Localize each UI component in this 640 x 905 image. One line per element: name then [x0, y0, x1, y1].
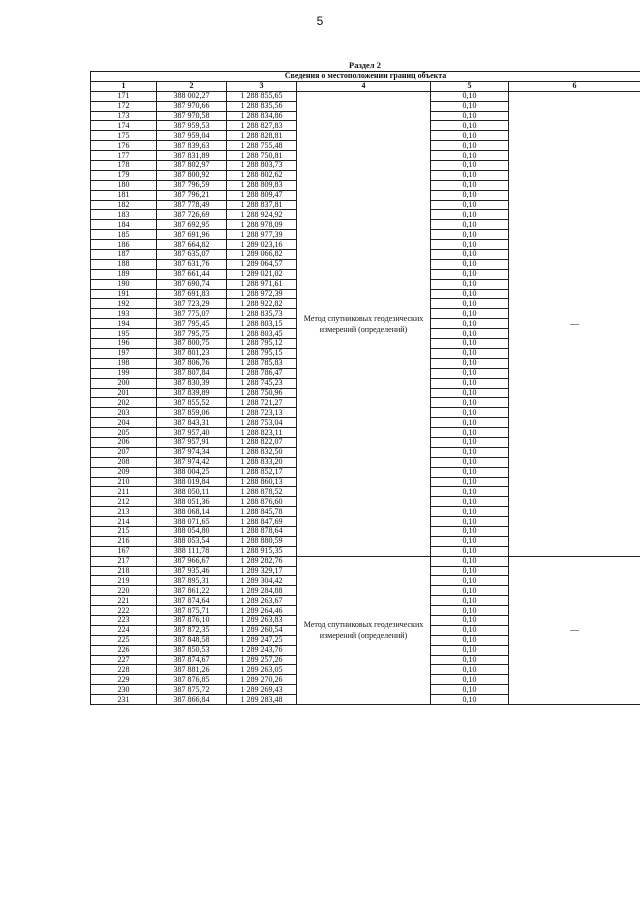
y-coordinate-cell: 1 288 755,48 [227, 141, 297, 151]
x-coordinate-cell: 387 800,75 [157, 339, 227, 349]
table-body [91, 91, 640, 704]
y-coordinate-cell: 1 289 263,67 [227, 596, 297, 606]
y-coordinate-cell: 1 288 834,86 [227, 111, 297, 121]
y-coordinate-cell: 1 288 880,59 [227, 536, 297, 546]
y-coordinate-cell: 1 288 745,23 [227, 378, 297, 388]
x-coordinate-cell: 387 692,95 [157, 220, 227, 230]
y-coordinate-cell: 1 289 243,76 [227, 645, 297, 655]
y-coordinate-cell: 1 288 802,62 [227, 170, 297, 180]
y-coordinate-cell: 1 289 264,46 [227, 606, 297, 616]
x-coordinate-cell: 387 974,34 [157, 447, 227, 457]
accuracy-cell: 0,10 [431, 576, 509, 586]
y-coordinate-cell: 1 288 822,07 [227, 437, 297, 447]
point-number-cell: 193 [91, 309, 157, 319]
y-coordinate-cell: 1 288 835,56 [227, 101, 297, 111]
y-coordinate-cell: 1 288 809,83 [227, 180, 297, 190]
x-coordinate-cell: 387 690,74 [157, 279, 227, 289]
accuracy-cell: 0,10 [431, 695, 509, 705]
x-coordinate-cell: 387 895,31 [157, 576, 227, 586]
column-header-1: 1 [91, 81, 157, 91]
accuracy-cell: 0,10 [431, 645, 509, 655]
y-coordinate-cell: 1 288 803,45 [227, 329, 297, 339]
point-number-cell: 186 [91, 240, 157, 250]
accuracy-cell: 0,10 [431, 665, 509, 675]
accuracy-cell: 0,10 [431, 586, 509, 596]
accuracy-cell: 0,10 [431, 180, 509, 190]
accuracy-cell: 0,10 [431, 428, 509, 438]
x-coordinate-cell: 387 691,83 [157, 289, 227, 299]
x-coordinate-cell: 387 796,59 [157, 180, 227, 190]
accuracy-cell: 0,10 [431, 309, 509, 319]
point-number-cell: 220 [91, 586, 157, 596]
accuracy-cell: 0,10 [431, 615, 509, 625]
y-coordinate-cell: 1 289 284,88 [227, 586, 297, 596]
point-number-cell: 225 [91, 635, 157, 645]
y-coordinate-cell: 1 289 304,42 [227, 576, 297, 586]
point-number-cell: 207 [91, 447, 157, 457]
accuracy-cell: 0,10 [431, 398, 509, 408]
accuracy-cell: 0,10 [431, 408, 509, 418]
y-coordinate-cell: 1 288 750,81 [227, 151, 297, 161]
accuracy-cell: 0,10 [431, 319, 509, 329]
y-coordinate-cell: 1 288 795,15 [227, 348, 297, 358]
accuracy-cell: 0,10 [431, 329, 509, 339]
x-coordinate-cell: 387 875,72 [157, 685, 227, 695]
point-number-cell: 177 [91, 151, 157, 161]
accuracy-cell: 0,10 [431, 111, 509, 121]
point-number-cell: 223 [91, 615, 157, 625]
y-coordinate-cell: 1 288 922,82 [227, 299, 297, 309]
point-number-cell: 221 [91, 596, 157, 606]
x-coordinate-cell: 387 726,69 [157, 210, 227, 220]
x-coordinate-cell: 388 002,27 [157, 91, 227, 101]
accuracy-cell: 0,10 [431, 536, 509, 546]
point-number-cell: 184 [91, 220, 157, 230]
y-coordinate-cell: 1 288 971,61 [227, 279, 297, 289]
x-coordinate-cell: 387 775,07 [157, 309, 227, 319]
point-number-cell: 191 [91, 289, 157, 299]
accuracy-cell: 0,10 [431, 240, 509, 250]
note-cell: — [509, 91, 640, 556]
page-number: 5 [316, 14, 324, 28]
point-number-cell: 180 [91, 180, 157, 190]
accuracy-cell: 0,10 [431, 210, 509, 220]
point-number-cell: 204 [91, 418, 157, 428]
y-coordinate-cell: 1 289 283,48 [227, 695, 297, 705]
accuracy-cell: 0,10 [431, 655, 509, 665]
y-coordinate-cell: 1 288 753,04 [227, 418, 297, 428]
point-number-cell: 181 [91, 190, 157, 200]
point-number-cell: 167 [91, 546, 157, 556]
accuracy-cell: 0,10 [431, 259, 509, 269]
accuracy-cell: 0,10 [431, 606, 509, 616]
y-coordinate-cell: 1 289 329,17 [227, 566, 297, 576]
x-coordinate-cell: 387 795,45 [157, 319, 227, 329]
x-coordinate-cell: 388 111,78 [157, 546, 227, 556]
accuracy-cell: 0,10 [431, 675, 509, 685]
x-coordinate-cell: 387 664,82 [157, 240, 227, 250]
y-coordinate-cell: 1 289 263,83 [227, 615, 297, 625]
accuracy-cell: 0,10 [431, 151, 509, 161]
x-coordinate-cell: 387 795,75 [157, 329, 227, 339]
x-coordinate-cell: 387 830,39 [157, 378, 227, 388]
x-coordinate-cell: 387 970,66 [157, 101, 227, 111]
point-number-cell: 226 [91, 645, 157, 655]
point-number-cell: 211 [91, 487, 157, 497]
accuracy-cell: 0,10 [431, 101, 509, 111]
x-coordinate-cell: 387 843,31 [157, 418, 227, 428]
point-number-cell: 189 [91, 269, 157, 279]
y-coordinate-cell: 1 288 835,73 [227, 309, 297, 319]
section-title: Раздел 2 [349, 60, 381, 70]
y-coordinate-cell: 1 288 750,96 [227, 388, 297, 398]
accuracy-cell: 0,10 [431, 625, 509, 635]
y-coordinate-cell: 1 289 023,16 [227, 240, 297, 250]
accuracy-cell: 0,10 [431, 289, 509, 299]
accuracy-cell: 0,10 [431, 170, 509, 180]
point-number-cell: 201 [91, 388, 157, 398]
point-number-cell: 210 [91, 477, 157, 487]
y-coordinate-cell: 1 288 860,13 [227, 477, 297, 487]
x-coordinate-cell: 388 068,14 [157, 507, 227, 517]
y-coordinate-cell: 1 289 270,26 [227, 675, 297, 685]
accuracy-cell: 0,10 [431, 190, 509, 200]
x-coordinate-cell: 387 802,97 [157, 161, 227, 171]
point-number-cell: 172 [91, 101, 157, 111]
x-coordinate-cell: 387 801,23 [157, 348, 227, 358]
point-number-cell: 224 [91, 625, 157, 635]
accuracy-cell: 0,10 [431, 368, 509, 378]
accuracy-cell: 0,10 [431, 348, 509, 358]
point-number-cell: 209 [91, 467, 157, 477]
point-number-cell: 194 [91, 319, 157, 329]
accuracy-cell: 0,10 [431, 685, 509, 695]
x-coordinate-cell: 387 959,53 [157, 121, 227, 131]
accuracy-cell: 0,10 [431, 250, 509, 260]
point-number-cell: 183 [91, 210, 157, 220]
point-number-cell: 218 [91, 566, 157, 576]
method-cell: Метод спутниковых геодезических измерений (определений) [297, 556, 431, 704]
accuracy-cell: 0,10 [431, 388, 509, 398]
x-coordinate-cell: 387 970,58 [157, 111, 227, 121]
y-coordinate-cell: 1 288 823,11 [227, 428, 297, 438]
y-coordinate-cell: 1 289 257,26 [227, 655, 297, 665]
y-coordinate-cell: 1 288 721,27 [227, 398, 297, 408]
y-coordinate-cell: 1 288 915,35 [227, 546, 297, 556]
accuracy-cell: 0,10 [431, 131, 509, 141]
point-number-cell: 230 [91, 685, 157, 695]
x-coordinate-cell: 387 807,84 [157, 368, 227, 378]
point-number-cell: 176 [91, 141, 157, 151]
x-coordinate-cell: 387 935,46 [157, 566, 227, 576]
x-coordinate-cell: 387 806,76 [157, 358, 227, 368]
accuracy-cell: 0,10 [431, 230, 509, 240]
point-number-cell: 187 [91, 250, 157, 260]
point-number-cell: 174 [91, 121, 157, 131]
point-number-cell: 179 [91, 170, 157, 180]
point-number-cell: 198 [91, 358, 157, 368]
y-coordinate-cell: 1 288 833,20 [227, 457, 297, 467]
x-coordinate-cell: 387 831,89 [157, 151, 227, 161]
y-coordinate-cell: 1 288 785,83 [227, 358, 297, 368]
x-coordinate-cell: 388 004,25 [157, 467, 227, 477]
column-header-5: 5 [431, 81, 509, 91]
point-number-cell: 197 [91, 348, 157, 358]
y-coordinate-cell: 1 288 832,50 [227, 447, 297, 457]
accuracy-cell: 0,10 [431, 457, 509, 467]
point-number-cell: 200 [91, 378, 157, 388]
accuracy-cell: 0,10 [431, 596, 509, 606]
point-number-cell: 216 [91, 536, 157, 546]
x-coordinate-cell: 387 875,71 [157, 606, 227, 616]
y-coordinate-cell: 1 288 978,09 [227, 220, 297, 230]
accuracy-cell: 0,10 [431, 487, 509, 497]
accuracy-cell: 0,10 [431, 566, 509, 576]
accuracy-cell: 0,10 [431, 497, 509, 507]
accuracy-cell: 0,10 [431, 91, 509, 101]
point-number-cell: 178 [91, 161, 157, 171]
point-number-cell: 215 [91, 526, 157, 536]
point-number-cell: 171 [91, 91, 157, 101]
accuracy-cell: 0,10 [431, 339, 509, 349]
column-header-4: 4 [297, 81, 431, 91]
point-number-cell: 192 [91, 299, 157, 309]
y-coordinate-cell: 1 288 924,92 [227, 210, 297, 220]
accuracy-cell: 0,10 [431, 437, 509, 447]
x-coordinate-cell: 388 071,65 [157, 517, 227, 527]
y-coordinate-cell: 1 288 878,52 [227, 487, 297, 497]
table-caption: Сведения о местоположении границ объекта [91, 72, 640, 82]
y-coordinate-cell: 1 288 845,78 [227, 507, 297, 517]
accuracy-cell: 0,10 [431, 161, 509, 171]
accuracy-cell: 0,10 [431, 121, 509, 131]
accuracy-cell: 0,10 [431, 141, 509, 151]
x-coordinate-cell: 387 957,40 [157, 428, 227, 438]
y-coordinate-cell: 1 288 786,47 [227, 368, 297, 378]
y-coordinate-cell: 1 289 066,82 [227, 250, 297, 260]
y-coordinate-cell: 1 288 828,81 [227, 131, 297, 141]
point-number-cell: 231 [91, 695, 157, 705]
y-coordinate-cell: 1 288 878,64 [227, 526, 297, 536]
accuracy-cell: 0,10 [431, 378, 509, 388]
y-coordinate-cell: 1 288 977,39 [227, 230, 297, 240]
point-number-cell: 182 [91, 200, 157, 210]
y-coordinate-cell: 1 288 837,81 [227, 200, 297, 210]
y-coordinate-cell: 1 288 723,13 [227, 408, 297, 418]
x-coordinate-cell: 387 839,89 [157, 388, 227, 398]
accuracy-cell: 0,10 [431, 447, 509, 457]
accuracy-cell: 0,10 [431, 526, 509, 536]
point-number-cell: 219 [91, 576, 157, 586]
coordinates-table [90, 71, 640, 705]
y-coordinate-cell: 1 289 269,43 [227, 685, 297, 695]
x-coordinate-cell: 387 848,58 [157, 635, 227, 645]
accuracy-cell: 0,10 [431, 477, 509, 487]
y-coordinate-cell: 1 288 795,12 [227, 339, 297, 349]
x-coordinate-cell: 387 723,29 [157, 299, 227, 309]
x-coordinate-cell: 387 876,85 [157, 675, 227, 685]
y-coordinate-cell: 1 288 809,47 [227, 190, 297, 200]
x-coordinate-cell: 387 778,49 [157, 200, 227, 210]
point-number-cell: 196 [91, 339, 157, 349]
x-coordinate-cell: 387 957,91 [157, 437, 227, 447]
column-header-6: 6 [509, 81, 640, 91]
point-number-cell: 175 [91, 131, 157, 141]
point-number-cell: 222 [91, 606, 157, 616]
x-coordinate-cell: 387 855,52 [157, 398, 227, 408]
point-number-cell: 188 [91, 259, 157, 269]
x-coordinate-cell: 387 874,67 [157, 655, 227, 665]
point-number-cell: 173 [91, 111, 157, 121]
accuracy-cell: 0,10 [431, 220, 509, 230]
x-coordinate-cell: 387 974,42 [157, 457, 227, 467]
point-number-cell: 202 [91, 398, 157, 408]
x-coordinate-cell: 387 631,76 [157, 259, 227, 269]
note-cell: — [509, 556, 640, 704]
x-coordinate-cell: 388 019,84 [157, 477, 227, 487]
point-number-cell: 217 [91, 556, 157, 566]
y-coordinate-cell: 1 289 064,57 [227, 259, 297, 269]
y-coordinate-cell: 1 289 247,25 [227, 635, 297, 645]
point-number-cell: 228 [91, 665, 157, 675]
point-number-cell: 229 [91, 675, 157, 685]
point-number-cell: 206 [91, 437, 157, 447]
point-number-cell: 212 [91, 497, 157, 507]
accuracy-cell: 0,10 [431, 556, 509, 566]
accuracy-cell: 0,10 [431, 299, 509, 309]
point-number-cell: 185 [91, 230, 157, 240]
x-coordinate-cell: 387 881,26 [157, 665, 227, 675]
x-coordinate-cell: 387 859,06 [157, 408, 227, 418]
y-coordinate-cell: 1 288 972,39 [227, 289, 297, 299]
table-row [91, 556, 640, 566]
x-coordinate-cell: 387 966,67 [157, 556, 227, 566]
table-row [91, 91, 640, 101]
accuracy-cell: 0,10 [431, 200, 509, 210]
y-coordinate-cell: 1 288 803,15 [227, 319, 297, 329]
x-coordinate-cell: 387 959,04 [157, 131, 227, 141]
x-coordinate-cell: 387 872,35 [157, 625, 227, 635]
accuracy-cell: 0,10 [431, 635, 509, 645]
y-coordinate-cell: 1 288 855,65 [227, 91, 297, 101]
y-coordinate-cell: 1 288 852,17 [227, 467, 297, 477]
y-coordinate-cell: 1 289 260,54 [227, 625, 297, 635]
accuracy-cell: 0,10 [431, 507, 509, 517]
y-coordinate-cell: 1 288 827,83 [227, 121, 297, 131]
accuracy-cell: 0,10 [431, 546, 509, 556]
point-number-cell: 208 [91, 457, 157, 467]
point-number-cell: 227 [91, 655, 157, 665]
accuracy-cell: 0,10 [431, 467, 509, 477]
x-coordinate-cell: 387 861,22 [157, 586, 227, 596]
x-coordinate-cell: 387 866,84 [157, 695, 227, 705]
x-coordinate-cell: 387 796,21 [157, 190, 227, 200]
x-coordinate-cell: 388 054,80 [157, 526, 227, 536]
method-cell: Метод спутниковых геодезических измерений (определений) [297, 91, 431, 556]
y-coordinate-cell: 1 288 876,60 [227, 497, 297, 507]
x-coordinate-cell: 388 053,54 [157, 536, 227, 546]
x-coordinate-cell: 387 661,44 [157, 269, 227, 279]
x-coordinate-cell: 387 691,96 [157, 230, 227, 240]
y-coordinate-cell: 1 289 263,05 [227, 665, 297, 675]
y-coordinate-cell: 1 288 803,73 [227, 161, 297, 171]
accuracy-cell: 0,10 [431, 269, 509, 279]
point-number-cell: 214 [91, 517, 157, 527]
x-coordinate-cell: 388 051,36 [157, 497, 227, 507]
point-number-cell: 203 [91, 408, 157, 418]
x-coordinate-cell: 387 839,63 [157, 141, 227, 151]
x-coordinate-cell: 387 876,10 [157, 615, 227, 625]
column-header-2: 2 [157, 81, 227, 91]
x-coordinate-cell: 387 800,92 [157, 170, 227, 180]
accuracy-cell: 0,10 [431, 517, 509, 527]
y-coordinate-cell: 1 289 021,02 [227, 269, 297, 279]
column-header-3: 3 [227, 81, 297, 91]
point-number-cell: 199 [91, 368, 157, 378]
y-coordinate-cell: 1 288 847,69 [227, 517, 297, 527]
point-number-cell: 190 [91, 279, 157, 289]
accuracy-cell: 0,10 [431, 358, 509, 368]
x-coordinate-cell: 387 850,53 [157, 645, 227, 655]
x-coordinate-cell: 387 635,07 [157, 250, 227, 260]
y-coordinate-cell: 1 289 282,76 [227, 556, 297, 566]
x-coordinate-cell: 388 050,11 [157, 487, 227, 497]
accuracy-cell: 0,10 [431, 418, 509, 428]
point-number-cell: 213 [91, 507, 157, 517]
point-number-cell: 205 [91, 428, 157, 438]
accuracy-cell: 0,10 [431, 279, 509, 289]
x-coordinate-cell: 387 874,64 [157, 596, 227, 606]
point-number-cell: 195 [91, 329, 157, 339]
